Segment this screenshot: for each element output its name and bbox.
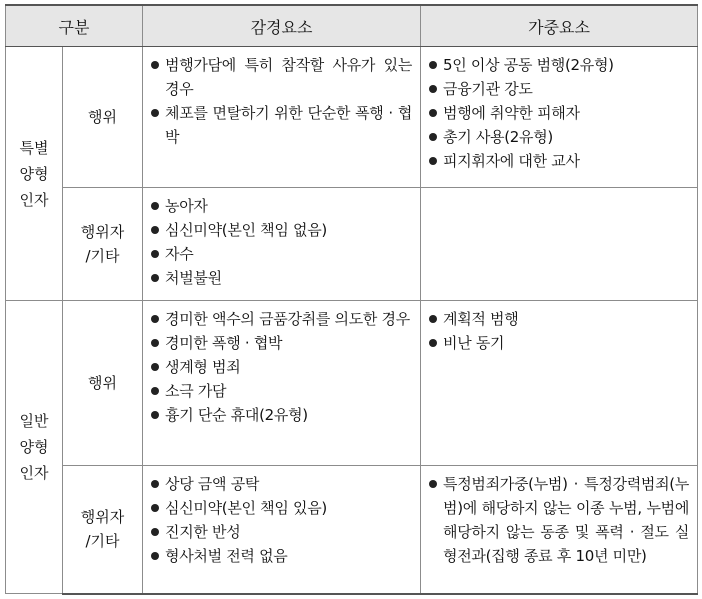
- list-item: 범행가담에 특히 참작할 사유가 있는 경우: [151, 53, 412, 101]
- list-item: 흉기 단순 휴대(2유형): [151, 403, 412, 427]
- list-item: 5인 이상 공동 범행(2유형): [429, 53, 689, 77]
- special-actor-mitigating-list: [151, 194, 412, 290]
- header-aggravating: 가중요소: [421, 5, 698, 47]
- general-group-label: [6, 301, 63, 594]
- list-item: 형사처벌 전력 없음: [151, 544, 412, 568]
- general-actor-row: [6, 466, 698, 594]
- list-item: 총기 사용(2유형): [429, 125, 689, 149]
- general-actor-text: 행위자 /기타: [80, 508, 125, 551]
- general-act-row: [6, 301, 698, 466]
- general-act-text: 행위: [88, 374, 117, 392]
- special-actor-row: [6, 188, 698, 301]
- special-act-mitigating-list: [151, 53, 412, 149]
- special-act-row: [6, 47, 698, 188]
- list-item: 피지휘자에 대한 교사: [429, 149, 689, 173]
- list-item: 체포를 면탈하기 위한 단순한 폭행 · 협박: [151, 101, 412, 149]
- list-item: 심신미약(본인 책임 있음): [151, 496, 412, 520]
- special-actor-aggravating-cell: [421, 188, 698, 301]
- general-actor-aggravating-list: [429, 472, 689, 568]
- list-item: 상당 금액 공탁: [151, 472, 412, 496]
- special-actor-mitigating-cell: [143, 188, 421, 301]
- special-act-text: 행위: [88, 108, 117, 126]
- list-item: 농아자: [151, 194, 412, 218]
- special-act-aggravating-cell: [421, 47, 698, 188]
- list-item: 계획적 범행: [429, 307, 689, 331]
- list-item: 특정범죄가중(누범) · 특정강력범죄(누범)에 해당하지 않는 이종 누범, 누범에 해당하지 않는 동종 및 폭력 · 절도 실형전과(집행 종료 후 10년 미만): [429, 472, 689, 568]
- general-act-mitigating-cell: [143, 301, 421, 466]
- header-mitigating: 감경요소: [143, 5, 421, 47]
- general-actor-mitigating-list: [151, 472, 412, 568]
- special-act-label: [63, 47, 143, 188]
- list-item: 심신미약(본인 책임 없음): [151, 218, 412, 242]
- sentencing-factors-table: [5, 4, 698, 595]
- list-item: 소극 가담: [151, 379, 412, 403]
- general-act-aggravating-cell: [421, 301, 698, 466]
- special-actor-label: [63, 188, 143, 301]
- special-act-mitigating-cell: [143, 47, 421, 188]
- list-item: 범행에 취약한 피해자: [429, 101, 689, 125]
- header-category: 구분: [6, 5, 143, 47]
- list-item: 비난 동기: [429, 331, 689, 355]
- general-actor-mitigating-cell: [143, 466, 421, 594]
- list-item: 진지한 반성: [151, 520, 412, 544]
- general-act-aggravating-list: [429, 307, 689, 355]
- general-actor-aggravating-cell: [421, 466, 698, 594]
- header-row: [6, 5, 698, 47]
- list-item: 경미한 폭행 · 협박: [151, 331, 412, 355]
- list-item: 경미한 액수의 금품강취를 의도한 경우: [151, 307, 412, 331]
- general-act-label: [63, 301, 143, 466]
- list-item: 자수: [151, 242, 412, 266]
- general-act-mitigating-list: [151, 307, 412, 427]
- general-group-text: 일반 양형 인자: [19, 412, 49, 482]
- special-group-label: [6, 47, 63, 301]
- general-actor-label: [63, 466, 143, 594]
- list-item: 금융기관 강도: [429, 77, 689, 101]
- list-item: 처벌불원: [151, 266, 412, 290]
- special-group-text: 특별 양형 인자: [19, 138, 49, 209]
- special-act-aggravating-list: [429, 53, 689, 173]
- list-item: 생계형 범죄: [151, 355, 412, 379]
- special-actor-text: 행위자 /기타: [80, 223, 125, 265]
